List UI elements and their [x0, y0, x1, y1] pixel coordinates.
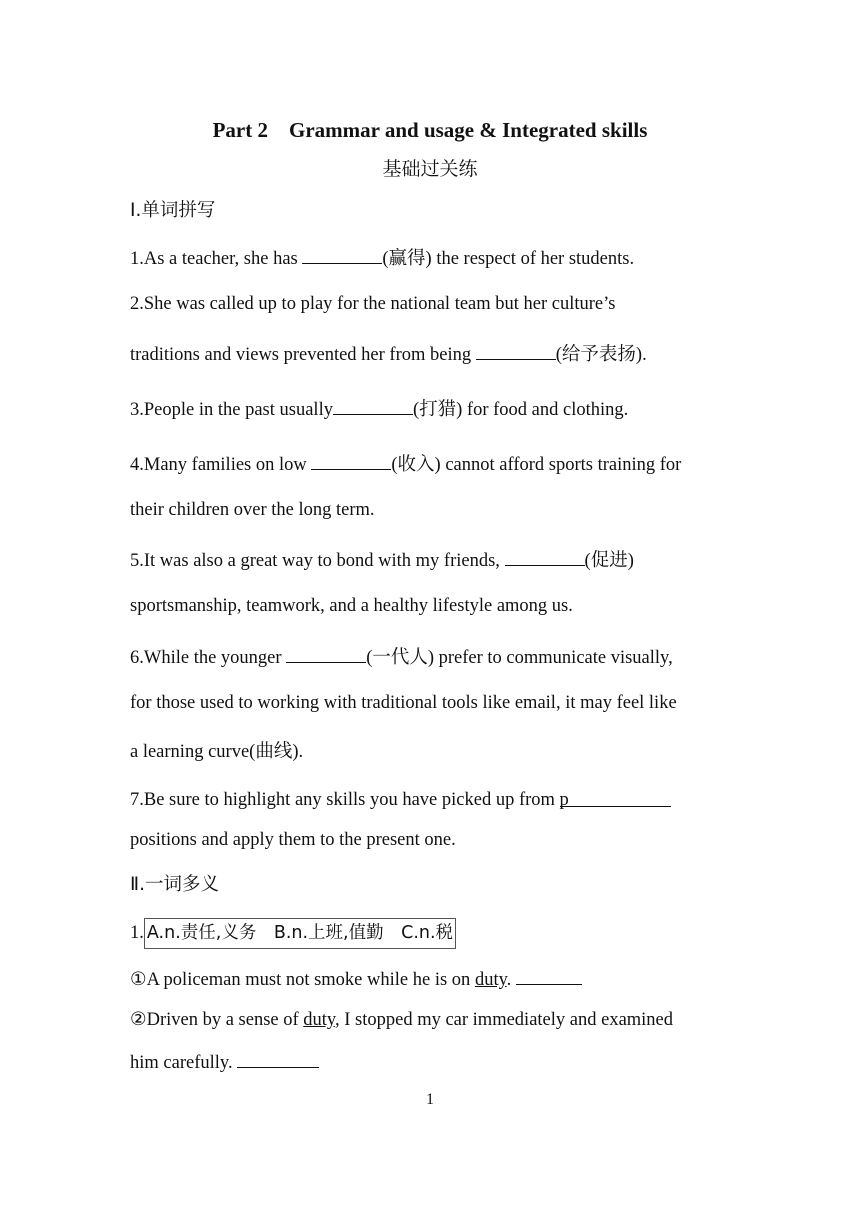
sentence-2-line-2: him carefully.	[130, 1049, 319, 1075]
question-1: 1.As a teacher, she has (赢得) the respect of her students.	[130, 245, 634, 271]
question-5-line-1: 5.It was also a great way to bond with my friends, (促进)	[130, 547, 634, 573]
answer-blank[interactable]	[516, 966, 582, 985]
page-subtitle: 基础过关练	[382, 158, 478, 180]
answer-blank[interactable]	[286, 644, 366, 663]
sentence-1: ①A policeman must not smoke while he is on duty.	[130, 966, 582, 992]
answer-blank[interactable]	[505, 547, 585, 566]
answer-blank[interactable]	[311, 451, 391, 470]
question-2-line-2: traditions and views prevented her from being (给予表扬).	[130, 341, 647, 367]
question-6-line-2: for those used to working with traditional tools like email, it may feel like	[130, 693, 677, 713]
question-7-line-1: 7.Be sure to highlight any skills you have picked up from p	[130, 788, 671, 812]
question-6-line-3: a learning curve(曲线).	[130, 742, 304, 762]
sentence-2-line-1: ②Driven by a sense of duty, I stopped my car immediately and examined	[130, 1010, 674, 1030]
question-4-line-1: 4.Many families on low (收入) cannot afford sports training for	[130, 451, 681, 477]
question-7-line-2: positions and apply them to the present one.	[130, 830, 456, 850]
answer-blank[interactable]	[237, 1049, 319, 1068]
question-2-line-1: 2.She was called up to play for the national team but her culture’s	[130, 294, 616, 314]
options-box: A.n.责任,义务 B.n.上班,值勤 C.n.税	[144, 918, 456, 949]
section-heading-polysemy: Ⅱ.一词多义	[130, 874, 219, 895]
answer-blank[interactable]	[333, 396, 413, 415]
question-5-line-2: sportsmanship, teamwork, and a healthy lifestyle among us.	[130, 596, 573, 616]
question-4-line-2: their children over the long term.	[130, 500, 375, 520]
page-title: Part 2 Grammar and usage & Integrated skills	[212, 118, 648, 142]
answer-blank[interactable]	[302, 245, 382, 264]
answer-blank[interactable]	[476, 341, 556, 360]
page-number: 1	[426, 1091, 434, 1108]
section-heading-spelling: Ⅰ.单词拼写	[130, 200, 216, 221]
question-6-line-1: 6.While the younger (一代人) prefer to communicate visually,	[130, 644, 673, 670]
polysemy-1-options: 1. A.n.责任,义务 B.n.上班,值勤 C.n.税	[130, 918, 456, 949]
answer-blank[interactable]: p	[560, 788, 671, 807]
question-3: 3.People in the past usually (打猎) for food and clothing.	[130, 396, 628, 422]
